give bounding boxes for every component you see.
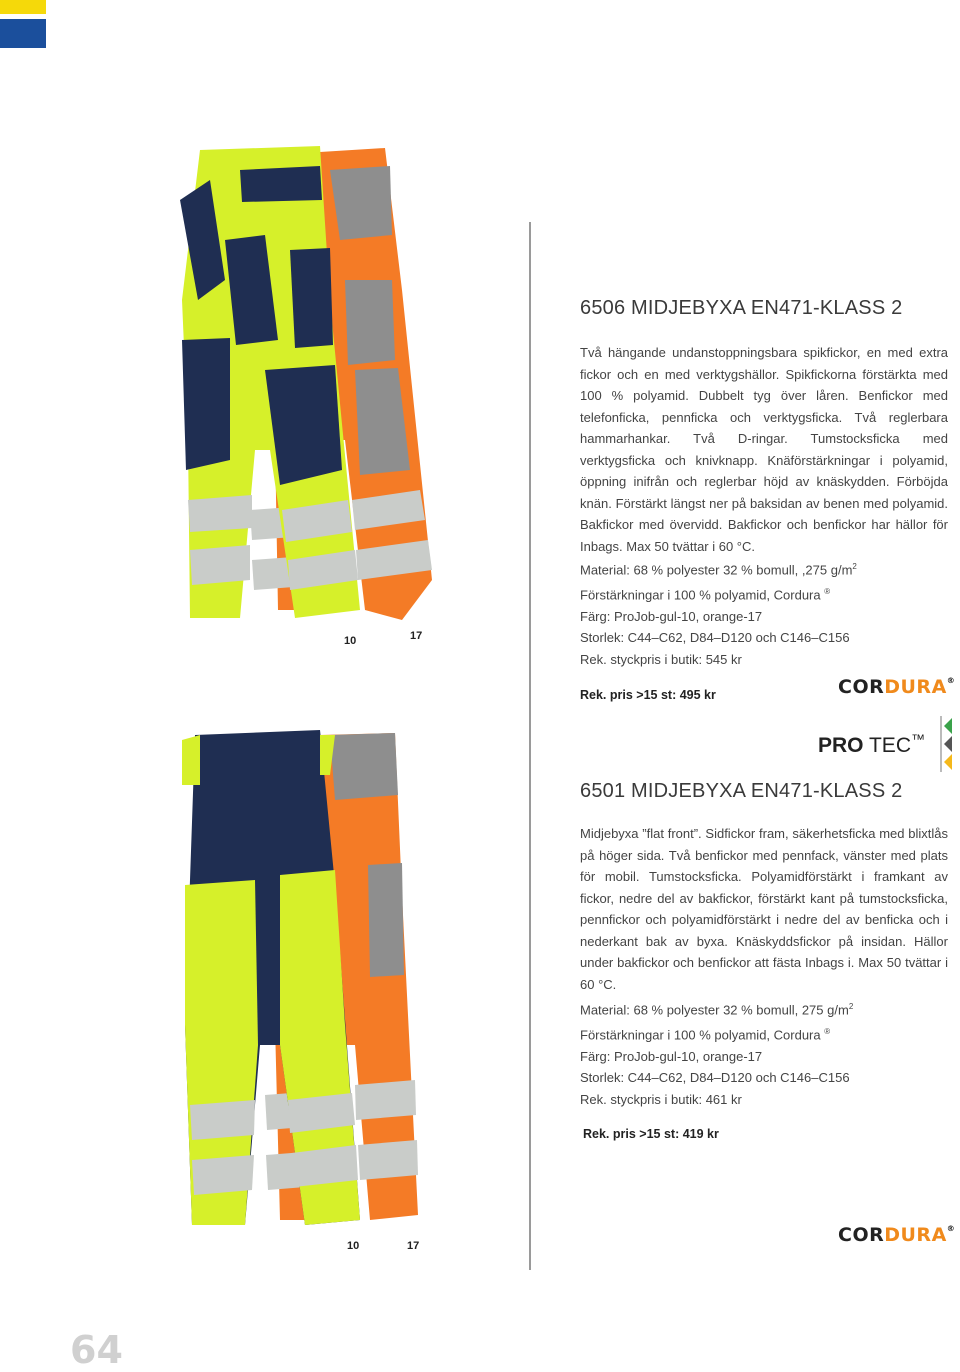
cordura-logo: CORDURA® [838,676,956,698]
size-line-2: Storlek: C44–C62, D84–D120 och C146–C156 [580,1070,850,1086]
protec-logo: PRO TEC™ [818,731,925,757]
color-number-yellow-2: 10 [347,1240,360,1252]
product-description-6501: Midjebyxa ”flat front”. Sidfickor fram, säkerhetsficka med blixtlås på höger sida. Två benfickor med pennfack, vänster med plats för mobil. Tumstocksficka. Polyamidförstärkt i framkant av fickor, nedre del av bakfickor, förstärkt kant på tumstocksficka, pennfickor och polyamidförstärkt i nedre del av benficka och i nederkant bak av byxa. Knäskyddsfickor på insidan. Hällor under bakfickor och benfickor att fästa Inbags i. Max 50 tvättar i 60 °C. [580,826,948,992]
material-line-2: Material: 68 % polyester 32 % bomull, 275 $g/m^2$ [580,1002,854,1018]
color-number-orange-2: 17 [407,1240,420,1252]
color-line: Färg: ProJob-gul-10, orange-17 [580,608,763,624]
product-title-6501: 6501 MIDJEBYXA EN471-KLASS 2 [580,780,903,802]
product-description-6506: Två hängande undanstoppningsbara spikfickor, en med extra fickor och en med verktygshällor. Spikfickorna förstärkta med 100 % polyamid. Dubbelt tyg över låren. Benfickor med telefonficka, pennficka och verktygsficka. Två reglerbara hammarhankar. Två D-ringar. Tumstocksficka med verktygsficka och knivknapp. Knäförstärkningar i polyamid, öppning inifrån och reglerbar höjd av knäskydden. Förböjda knän. Förstärkt längst ner på baksidan av benen med polyamid. Bakfickor med övervidd. Bakfickor och benfickor har hällor för Inbags. Max 50 tvättar i 60 °C. [580,345,948,554]
protec-arrows-icon [940,716,956,772]
flag-yellow-bar [0,0,46,14]
bulk-price-6501: Rek. pris >15 st: 419 kr [583,1127,719,1141]
product-specs-6501 [580,996,853,1110]
bulk-price-6506: Rek. pris >15 st: 495 kr [580,688,716,702]
product-specs-6506 [580,556,857,670]
product-image-6506 [170,140,440,630]
color-number-yellow: 10 [344,635,357,647]
product-image-6501 [170,725,440,1235]
retail-price-line: Rek. styckpris i butik: 545 kr [580,651,742,667]
page-number: 64 [70,1328,123,1372]
color-number-orange: 17 [410,630,423,642]
reinforcement-line-2: Förstärkningar i 100 % polyamid, Cordura ® [580,1026,831,1043]
size-line: Storlek: C44–C62, D84–D120 och C146–C156 [580,630,850,646]
cordura-logo-2: CORDURA® [838,1224,956,1246]
vertical-divider [529,222,531,1270]
product-title-6506: 6506 MIDJEBYXA EN471-KLASS 2 [580,297,903,319]
flag-blue-bar [0,19,46,48]
material-line: Material: 68 % polyester 32 % bomull, ,275 $g/m^2$ [580,562,857,578]
retail-price-line-2: Rek. styckpris i butik: 461 kr [580,1091,742,1107]
color-line-2: Färg: ProJob-gul-10, orange-17 [580,1048,763,1064]
reinforcement-line: Förstärkningar i 100 % polyamid, Cordura ® [580,586,831,603]
